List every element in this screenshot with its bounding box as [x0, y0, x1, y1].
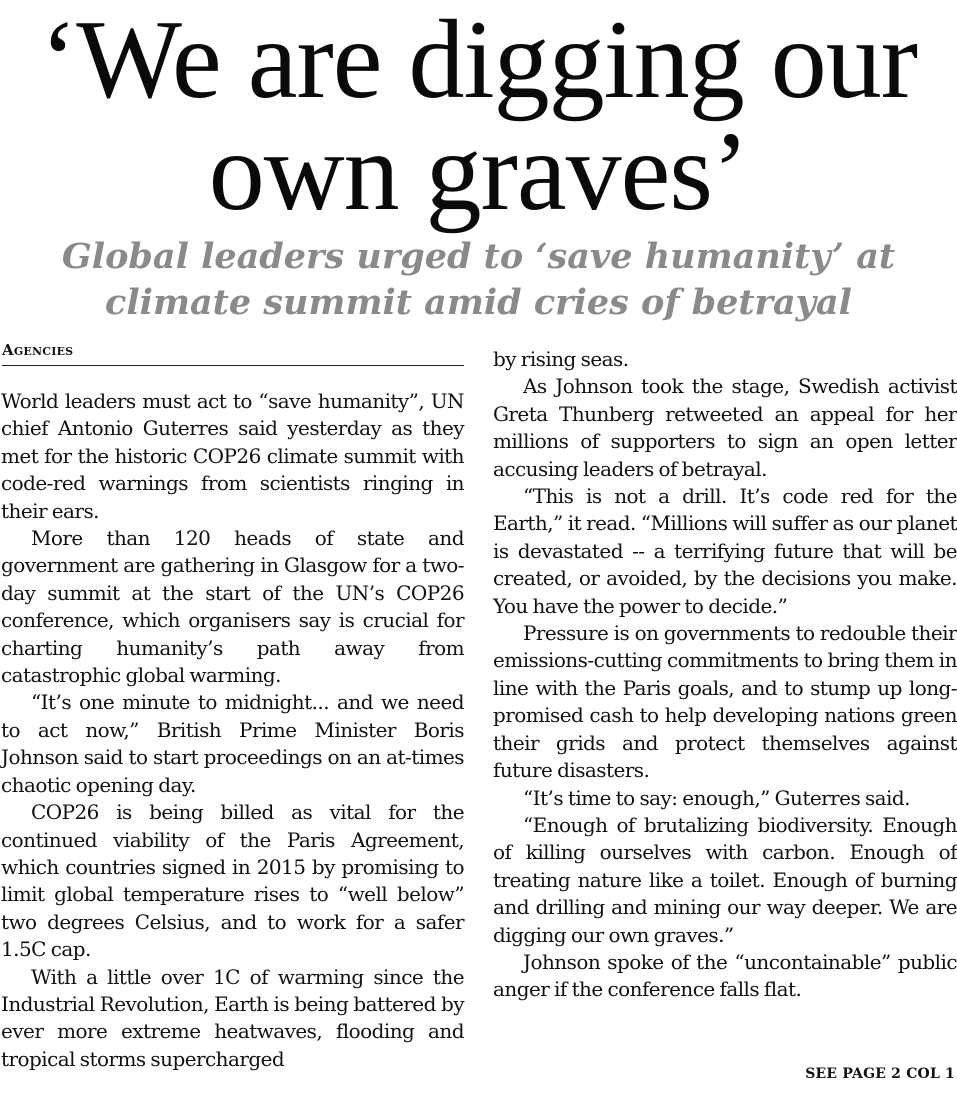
paragraph: “Enough of brutalizing biodiversity. Enough of killing ourselves with carbon. Enough of treating nature like a toilet. Enough of burning and drilling and mining our way deeper. We are digging our own graves.”	[493, 812, 957, 947]
paragraph: COP26 is being billed as vital for the continued viability of the Paris Agreement, which countries signed in 2015 by promising to limit global temperature rises to “well below” two degrees Celsius, and to work for a safer 1.5C cap.	[1, 800, 464, 962]
paragraph: “This is not a drill. It’s code red for the Earth,” it read. “Millions will suffer as our planet is devastated -- a terrifying future that will be created, or avoided, by the decisions you make. You have the power to decide.”	[493, 484, 957, 618]
article-column-right	[493, 346, 957, 1004]
paragraph: by rising seas.	[493, 347, 629, 371]
headline: ‘We are digging our own graves’	[40, 0, 917, 234]
paragraph: More than 120 heads of state and government are gathering in Glasgow for a two-day summit at the start of the UN’s COP26 conference, which organisers say is crucial for charting humanity’s path away from catastrophic global warming.	[1, 526, 464, 688]
paragraph: With a little over 1C of warming since the Industrial Revolution, Earth is being battered by ever more extreme heatwaves, flooding and tropical storms supercharged	[1, 964, 464, 1071]
paragraph: “It’s one minute to midnight... and we need to act now,” British Prime Minister Boris Johnson said to start proceedings on an at-times chaotic opening day.	[1, 690, 464, 797]
byline: Agencies	[2, 341, 464, 366]
continuation-jump-line: SEE PAGE 2 COL 1	[805, 1066, 955, 1082]
paragraph: Pressure is on governments to redouble their emissions-cutting commitments to bring them in line with the Paris goals, and to stump up long-promised cash to help developing nations green their grids and protect themselves against future disasters.	[493, 621, 957, 783]
paragraph: “It’s time to say: enough,” Guterres said.	[523, 785, 910, 810]
article-column-left	[1, 388, 464, 1073]
paragraph: Johnson spoke of the “uncontainable” public anger if the conference falls flat.	[493, 949, 957, 1002]
paragraph: As Johnson took the stage, Swedish activist Greta Thunberg retweeted an appeal for her millions of supporters to sign an open letter accusing leaders of betrayal.	[493, 374, 957, 481]
paragraph: World leaders must act to “save humanity”, UN chief Antonio Guterres said yesterday as they met for the historic COP26 climate summit with code-red warnings from scientists ringing in their ears.	[1, 389, 464, 523]
subheadline: Global leaders urged to ‘save humanity’ at climate summit amid cries of betrayal	[61, 236, 896, 323]
